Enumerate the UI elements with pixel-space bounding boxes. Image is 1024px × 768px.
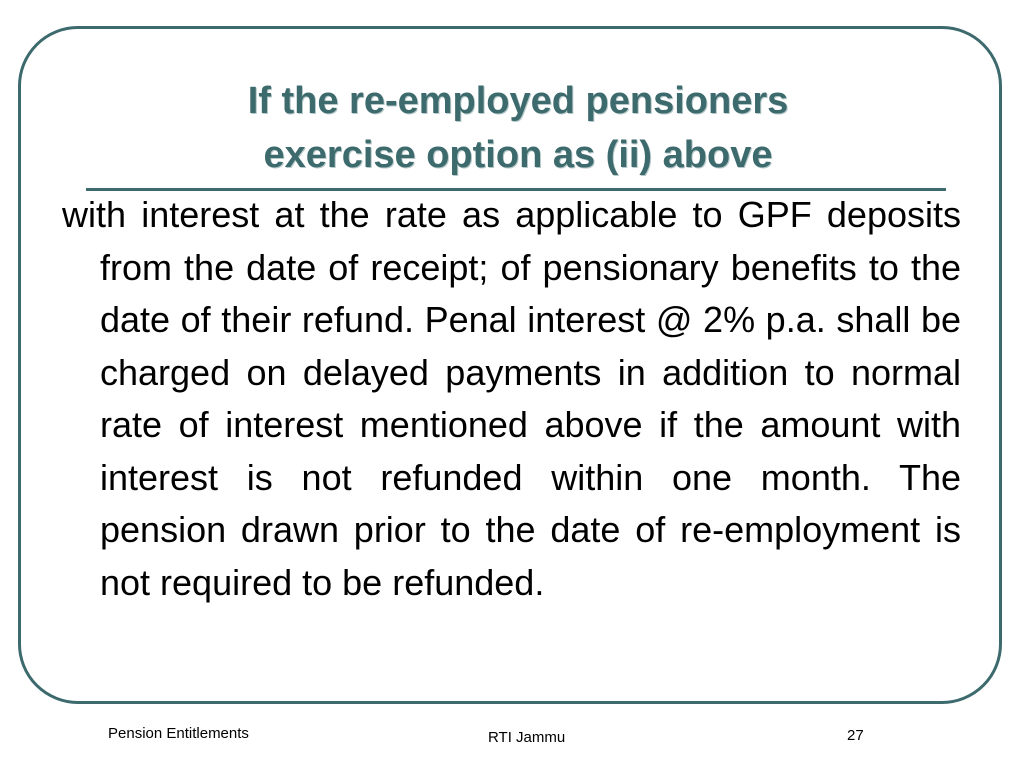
footer-organization: RTI Jammu [488,729,566,746]
slide-body-text: with interest at the rate as applicable to GPF deposits from the date of receipt; of pensionary benefits to the date of their refund. Penal interest @ 2% p.a. shall be charged on delayed payments in addition to normal rate of interest mentioned above if the amount with interest is not refunded within one month. The pension drawn prior to the date of re-employment is not required to be refunded. [62,194,961,603]
slide-title [90,74,946,182]
slide-title-line-1: If the re-employed pensioners [247,80,789,122]
footer-presentation-title: Pension Entitlements [108,725,249,742]
footer-page-number: 27 [847,727,864,744]
slide-title-line-2: exercise option as (ii) above [263,134,773,176]
